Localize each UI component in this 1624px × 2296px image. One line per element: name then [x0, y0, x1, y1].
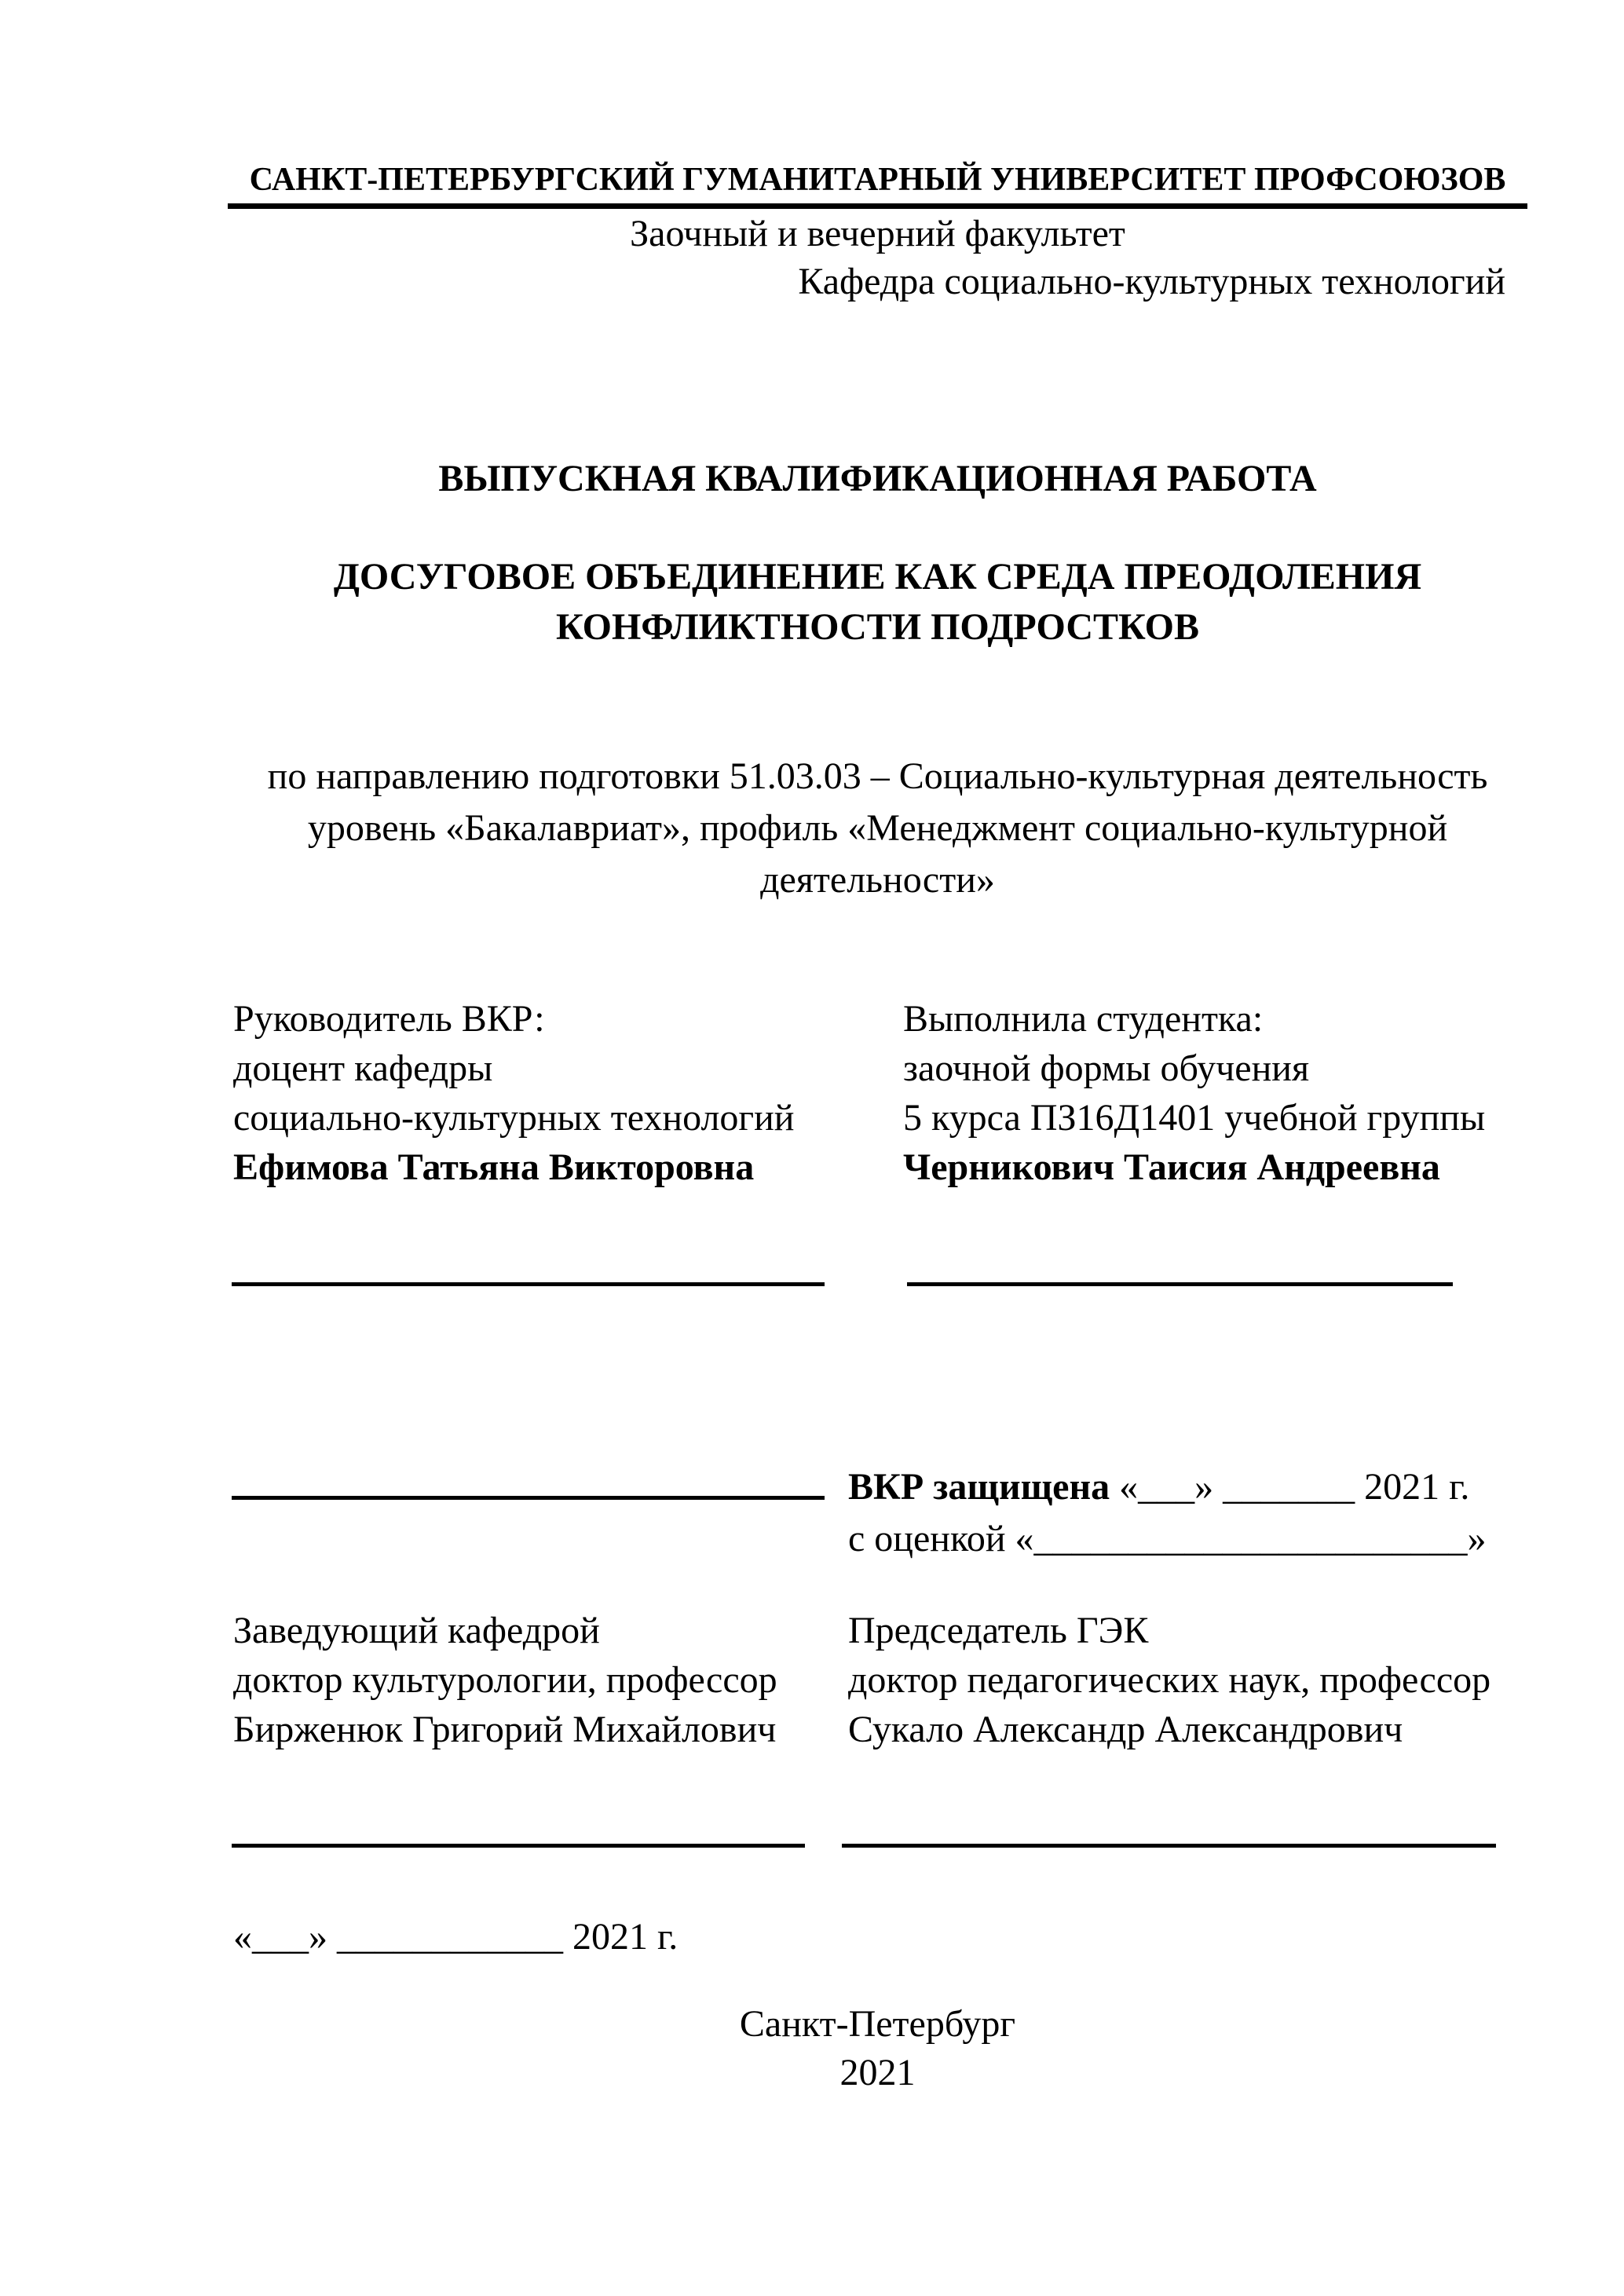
program-line3: деятельности» [760, 859, 995, 901]
thesis-title [228, 552, 1527, 653]
defense-date-blank: «___» _______ 2021 г. [1110, 1466, 1470, 1508]
student-name: Черникович Таисия Андреевна [903, 1146, 1440, 1188]
chairman-signature-line [842, 1844, 1496, 1848]
supervisor-name: Ефимова Татьяна Викторовна [233, 1146, 755, 1188]
faculty-name: Заочный и вечерний факультет [630, 213, 1125, 254]
student-label: Выполнила студентка: [903, 998, 1264, 1040]
department-name: Кафедра социально-культурных технологий [798, 261, 1505, 302]
defense-grade-line: с оценкой «_______________________» [848, 1518, 1487, 1559]
student-signature-line [907, 1282, 1453, 1286]
city-name: Санкт-Петербург [739, 2003, 1016, 2045]
defense-block [848, 1461, 1487, 1565]
defense-date-line [848, 1461, 1487, 1513]
program-line1: по направлению подготовки 51.03.03 – Социально-культурная деятельность [267, 755, 1488, 797]
thesis-title-line2: КОНФЛИКТНОСТИ ПОДРОСТКОВ [556, 606, 1199, 648]
program-line2: уровень «Бакалавриат», профиль «Менеджмент социально-культурной [307, 807, 1448, 849]
year-label: 2021 [839, 2052, 916, 2093]
university-name: САНКТ-ПЕТЕРБУРГСКИЙ ГУМАНИТАРНЫЙ УНИВЕРСИТЕТ ПРОФСОЮЗОВ [249, 162, 1506, 198]
chairman-degree: доктор педагогических наук, профессор [848, 1659, 1491, 1701]
gek-chairman-block [848, 1606, 1490, 1754]
header-rule [228, 203, 1527, 209]
footer-date-blank: «___» ____________ 2021 г. [233, 1916, 678, 1958]
head-title: Заведующий кафедрой [233, 1610, 600, 1651]
head-name: Бирженюк Григорий Михайлович [233, 1709, 777, 1750]
head-of-department-block [233, 1606, 777, 1754]
head-degree: доктор культурологии, профессор [233, 1659, 777, 1701]
chairman-name: Сукало Александр Александрович [848, 1709, 1403, 1750]
student-block [903, 994, 1485, 1192]
supervisor-label: Руководитель ВКР: [233, 998, 545, 1040]
student-info-line1: заочной формы обучения [903, 1047, 1310, 1089]
supervisor-position-line1: доцент кафедры [233, 1047, 493, 1089]
student-info-line2: 5 курса ПЗ16Д1401 учебной группы [903, 1097, 1486, 1139]
approval-signature-line [232, 1496, 825, 1500]
supervisor-position-line2: социально-культурных технологий [233, 1097, 795, 1139]
chairman-title: Председатель ГЭК [848, 1610, 1149, 1651]
head-signature-line [232, 1844, 805, 1848]
work-type-heading: ВЫПУСКНАЯ КВАЛИФИКАЦИОННАЯ РАБОТА [438, 458, 1317, 499]
defense-label: ВКР защищена [848, 1466, 1110, 1508]
supervisor-block [233, 994, 794, 1192]
supervisor-signature-line [232, 1282, 825, 1286]
thesis-title-line1: ДОСУГОВОЕ ОБЪЕДИНЕНИЕ КАК СРЕДА ПРЕОДОЛЕНИЯ [333, 556, 1422, 598]
program-info [228, 751, 1527, 906]
